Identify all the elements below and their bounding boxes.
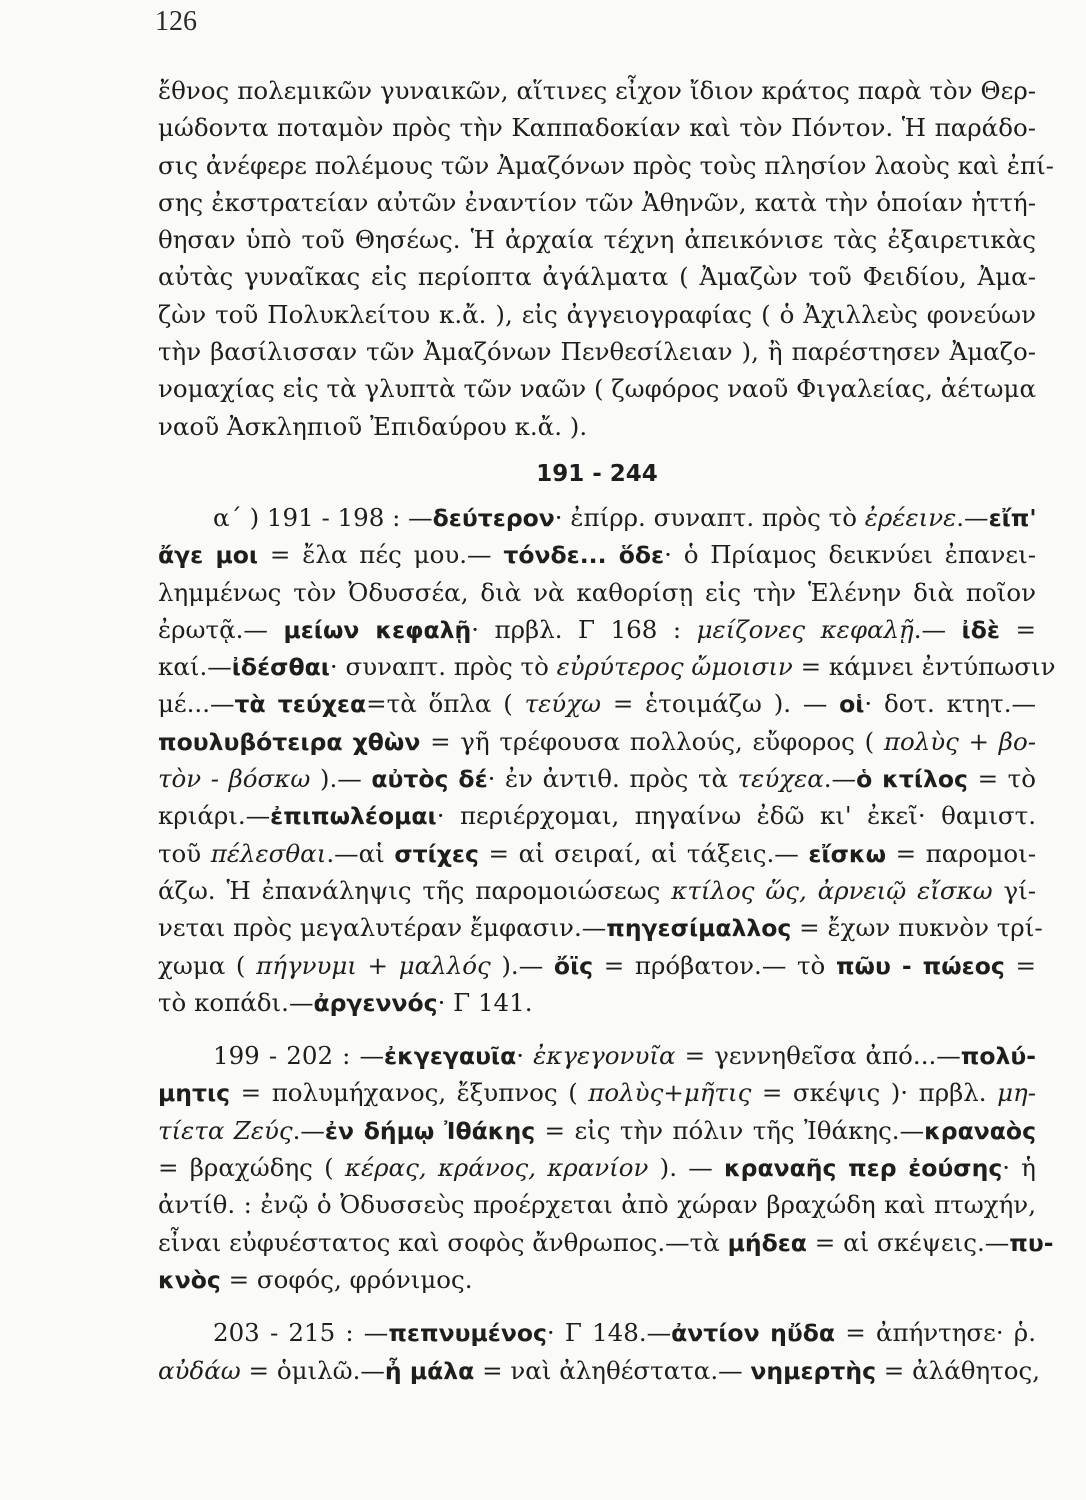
commentary-block-203-215 <box>158 1314 1040 1389</box>
text-run: σης ἐκστρατείαν αὐτῶν ἐναντίον τῶν Ἀθηνῶν, κατὰ τὴν ὁποίαν ἡττή- <box>158 187 1036 217</box>
text-line <box>158 1314 1036 1351</box>
text-line <box>158 1352 1040 1389</box>
lemma-term: ὁ κτίλος <box>856 765 968 794</box>
text-run: χωμα ( <box>158 950 257 980</box>
section-heading: 191 - 244 <box>536 460 658 487</box>
lemma-term: ἰδὲ <box>961 615 1000 644</box>
cited-form: μη- <box>997 1078 1036 1108</box>
text-line <box>158 984 1036 1021</box>
cited-form: πήγνυμι + μαλλός <box>256 950 491 980</box>
lemma-term: νημερτὴς <box>750 1356 877 1385</box>
cited-form: κτίλος ὥς, ἀρνειῷ εἴσκω <box>671 875 993 905</box>
text-line <box>158 1149 1036 1186</box>
lemma-term: πουλυβότειρα χθὼν <box>158 727 421 756</box>
text-line <box>158 947 1036 984</box>
text-run: μώδοντα ποταμὸν πρὸς τὴν Καππαδοκίαν καὶ τὸν Πόντον. Ἡ παράδο- <box>158 113 1036 143</box>
commentary-block-191-198 <box>158 499 1056 1021</box>
cited-form: μείζονες κεφαλῇ <box>696 614 914 644</box>
text-line <box>158 574 1036 611</box>
text-run: = ἔχων πυκνὸν τρί- <box>791 913 1043 943</box>
text-run: = τὸ <box>967 764 1036 794</box>
text-run: .— <box>292 1115 325 1145</box>
lemma-term: πηγεσίμαλλος <box>606 914 792 943</box>
text-line <box>158 909 1043 946</box>
lemma-term: μήδεα <box>727 1228 807 1257</box>
cited-form: ἐκγεγονυῖα <box>533 1041 676 1071</box>
lemma-term: πεπνυμένος <box>388 1319 547 1348</box>
text-run: τὴν βασίλισσαν τῶν Ἀμαζόνων Πενθεσίλειαν ), ἢ παρέστησεν Ἀμαζο- <box>158 337 1036 367</box>
cited-form: τὸν - βόσκω <box>158 764 311 794</box>
text-line <box>158 1112 1036 1149</box>
cited-form: τεύχω <box>524 689 602 719</box>
lemma-term: ἀργεννός <box>313 988 438 1017</box>
cited-form: ἐρέεινε <box>864 502 957 532</box>
text-line <box>158 333 1036 370</box>
text-line <box>158 296 1036 333</box>
text-run: · Γ 148.— <box>546 1318 672 1348</box>
text-run: αὐτὰς γυναῖκας εἰς περίοπτα ἀγάλματα ( Ἀμαζὼν τοῦ Φειδίου, Ἀμα- <box>158 262 1036 292</box>
lemma-term: τὰ τεύχεα <box>234 690 367 719</box>
text-run: =τὰ ὅπλα ( <box>366 689 525 719</box>
lemma-term: ἰδέσθαι <box>231 653 330 682</box>
lemma-term: ἦ μάλα <box>384 1356 475 1385</box>
text-line <box>158 797 1036 834</box>
text-line <box>158 1186 1036 1223</box>
text-run: · πρβλ. Γ 168 : <box>471 614 697 644</box>
lemma-term: εἴσκω <box>808 839 887 868</box>
text-line <box>158 370 1036 407</box>
text-run: = ἑτοιμάζω ). — <box>601 689 840 719</box>
lemma-term: μητις <box>158 1079 231 1108</box>
lemma-term: ἄγε μοι <box>158 541 259 570</box>
text-run: = πολυμήχανος, ἔξυπνος ( <box>230 1078 589 1108</box>
text-run: = ὁμιλῶ.— <box>240 1355 385 1385</box>
text-run: = <box>999 614 1036 644</box>
lemma-term: ἐπιπωλέομαι <box>270 802 437 831</box>
lemma-term: μείων κεφαλῇ <box>283 615 472 644</box>
text-line <box>158 109 1036 146</box>
text-line <box>158 760 1036 797</box>
text-run: .— <box>913 614 962 644</box>
lemma-term: οἱ <box>839 690 865 719</box>
text-run: σις ἀνέφερε πολέμους τῶν Ἀμαζόνων πρὸς τοὺς πλησίον λαοὺς καὶ ἐπί- <box>158 150 1054 180</box>
text-run: ).— <box>310 764 372 794</box>
text-run: μέ...— <box>158 689 235 719</box>
text-run: = ἔλα πές μου.— <box>258 540 504 570</box>
text-run: · περιέρχομαι, πηγαίνω ἐδῶ κι' ἐκεῖ· θαμιστ. <box>436 801 1036 831</box>
text-line <box>158 258 1036 295</box>
commentary-block-199-202 <box>158 1037 1054 1298</box>
page-number: 126 <box>155 6 197 37</box>
text-run: = αἱ σειραί, αἱ τάξεις.— <box>478 838 809 868</box>
lemma-term: ἀντίον ηὔδα <box>671 1319 836 1348</box>
cited-form: κέρας, κράνος, κρανίον <box>344 1153 649 1183</box>
lemma-term: τόνδε... ὅδε <box>503 541 665 570</box>
text-run: άζω. Ἡ ἐπανάληψις τῆς παρομοιώσεως <box>158 875 672 905</box>
text-run: = ναὶ ἀληθέστατα.— <box>474 1355 751 1385</box>
cited-form: τίετα Ζεύς <box>158 1115 293 1145</box>
text-run: = βραχώδης ( <box>158 1153 345 1183</box>
text-line <box>158 835 1036 872</box>
text-line <box>158 499 1036 536</box>
text-line <box>158 1224 1054 1261</box>
text-run: νεται πρὸς μεγαλυτέραν ἔμφασιν.— <box>158 913 607 943</box>
text-line <box>158 611 1036 648</box>
cited-form: πολὺς+μῆτις <box>588 1078 752 1108</box>
text-run: καί.— <box>158 652 232 682</box>
text-run: · ἡ <box>1002 1153 1036 1183</box>
cited-form: τεύχεα <box>737 764 824 794</box>
text-line <box>158 72 1036 109</box>
text-line <box>158 184 1036 221</box>
lemma-term: ἐκγεγαυῖα <box>384 1042 517 1071</box>
lemma-term: ἐν δήμῳ Ἰθάκης <box>324 1116 536 1145</box>
cited-form: αὐδάω <box>158 1355 241 1385</box>
text-line <box>158 1074 1036 1111</box>
text-run: 199 - 202 : — <box>213 1041 385 1071</box>
text-run: νομαχίας εἰς τὰ γλυπτὰ τῶν ναῶν ( ζωφόρος ναοῦ Φιγαλείας, ἀέτωμα <box>158 374 1036 404</box>
lemma-term: αὐτὸς δέ <box>371 765 488 794</box>
text-run: .— <box>823 764 857 794</box>
text-run: = ἀπήντησε· ῥ. <box>835 1318 1036 1348</box>
text-run: τὸ κοπάδι.— <box>158 987 314 1017</box>
cited-form: εὐρύτερος ὤμοισιν <box>556 652 793 682</box>
text-run: = εἰς τὴν πόλιν τῆς Ἰθάκης.— <box>535 1115 925 1145</box>
lemma-term: κραναῆς περ ἐούσης <box>723 1154 1003 1183</box>
text-run: ἀντίθ. : ἐνῷ ὁ Ὀδυσσεὺς προέρχεται ἀπὸ χώραν βραχώδη καὶ πτωχήν, <box>158 1190 1036 1220</box>
text-run: = παρομοι- <box>886 838 1036 868</box>
text-run: ). — <box>648 1153 724 1183</box>
text-run: α´ ) 191 - 198 : — <box>213 502 433 532</box>
text-run: θησαν ὑπὸ τοῦ Θησέως. Ἡ ἀρχαία τέχνη ἀπεικόνισε τὰς ἐξαιρετικὰς <box>158 225 1036 255</box>
lemma-term: εἴπ' <box>988 503 1037 532</box>
text-line <box>158 536 1036 573</box>
text-run: κριάρι.— <box>158 801 271 831</box>
text-run: ναοῦ Ἀσκληπιοῦ Ἐπιδαύρου κ.ἄ. ). <box>158 411 588 441</box>
lemma-term: πῶυ - πώεος <box>835 951 1005 980</box>
cited-form: πέλεσθαι <box>210 838 327 868</box>
text-line <box>158 408 1036 445</box>
text-run: = αἱ σκέψεις.— <box>806 1227 1010 1257</box>
text-line <box>158 648 1056 685</box>
text-run: = ἀλάθητος, <box>876 1355 1040 1385</box>
text-run: = γεννηθεῖσα ἀπό...— <box>675 1041 961 1071</box>
text-run: · ὁ Πρίαμος δεικνύει ἐπανει- <box>664 540 1037 570</box>
text-run: .—αἱ <box>326 838 395 868</box>
text-run: = σοφός, φρόνιμος. <box>220 1264 473 1294</box>
page-content <box>158 72 1056 1389</box>
text-line <box>158 147 1054 184</box>
text-run: = κάμνει ἐντύπωσιν <box>792 652 1056 682</box>
text-run: = γῆ τρέφουσα πολλούς, εὔφορος ( <box>420 726 884 756</box>
text-run: · δοτ. κτητ.— <box>864 689 1037 719</box>
lemma-term: ὄϊς <box>553 951 594 980</box>
text-run: .— <box>956 502 989 532</box>
text-run: = σκέψις )· πρβλ. <box>751 1078 998 1108</box>
lemma-term: πολύ- <box>960 1042 1037 1071</box>
lemma-term: κραναὸς <box>924 1116 1036 1145</box>
text-run: ἔθνος πολεμικῶν γυναικῶν, αἵτινες εἶχον ἴδιον κράτος παρὰ τὸν Θερ- <box>158 76 1036 105</box>
text-run: εἶναι εὐφυέστατος καὶ σοφὸς ἄνθρωπος.—τὰ <box>158 1227 728 1257</box>
cited-form: πολὺς + βο- <box>883 726 1036 756</box>
text-line <box>158 1037 1036 1074</box>
text-run: τοῦ <box>158 838 211 868</box>
text-run: · ἐπίρρ. συναπτ. πρὸς τὸ <box>554 502 865 532</box>
text-run: λημμένως τὸν Ὀδυσσέα, διὰ νὰ καθορίσῃ εἰς τὴν Ἑλένην διὰ ποῖον <box>158 577 1036 607</box>
text-run: ἐρωτᾷ.— <box>158 614 284 644</box>
text-line <box>158 1261 1036 1298</box>
text-line <box>158 723 1036 760</box>
text-run: γί- <box>992 875 1036 905</box>
text-line <box>158 872 1036 909</box>
text-run: · Γ 141. <box>437 987 533 1017</box>
text-run: · συναπτ. πρὸς τὸ <box>329 652 557 682</box>
text-run: · ἐν ἀντιθ. πρὸς τὰ <box>487 764 738 794</box>
lemma-term: κνὸς <box>158 1265 221 1294</box>
text-run: ).— <box>490 950 554 980</box>
text-run: = <box>1004 950 1037 980</box>
text-run: = πρόβατον.— τὸ <box>593 950 836 980</box>
lemma-term: πυ- <box>1009 1228 1054 1257</box>
text-run: · <box>516 1041 534 1071</box>
text-line <box>158 221 1036 258</box>
text-run: ζὼν τοῦ Πολυκλείτου κ.ἄ. ), εἰς ἀγγειογραφίας ( ὁ Ἀχιλλεὺς φονεύων <box>158 299 1036 329</box>
lemma-term: δεύτερον <box>432 503 555 532</box>
text-line <box>158 685 1036 722</box>
text-run: 203 - 215 : — <box>213 1318 389 1348</box>
intro-paragraph <box>158 72 1054 445</box>
lemma-term: στίχες <box>394 839 479 868</box>
